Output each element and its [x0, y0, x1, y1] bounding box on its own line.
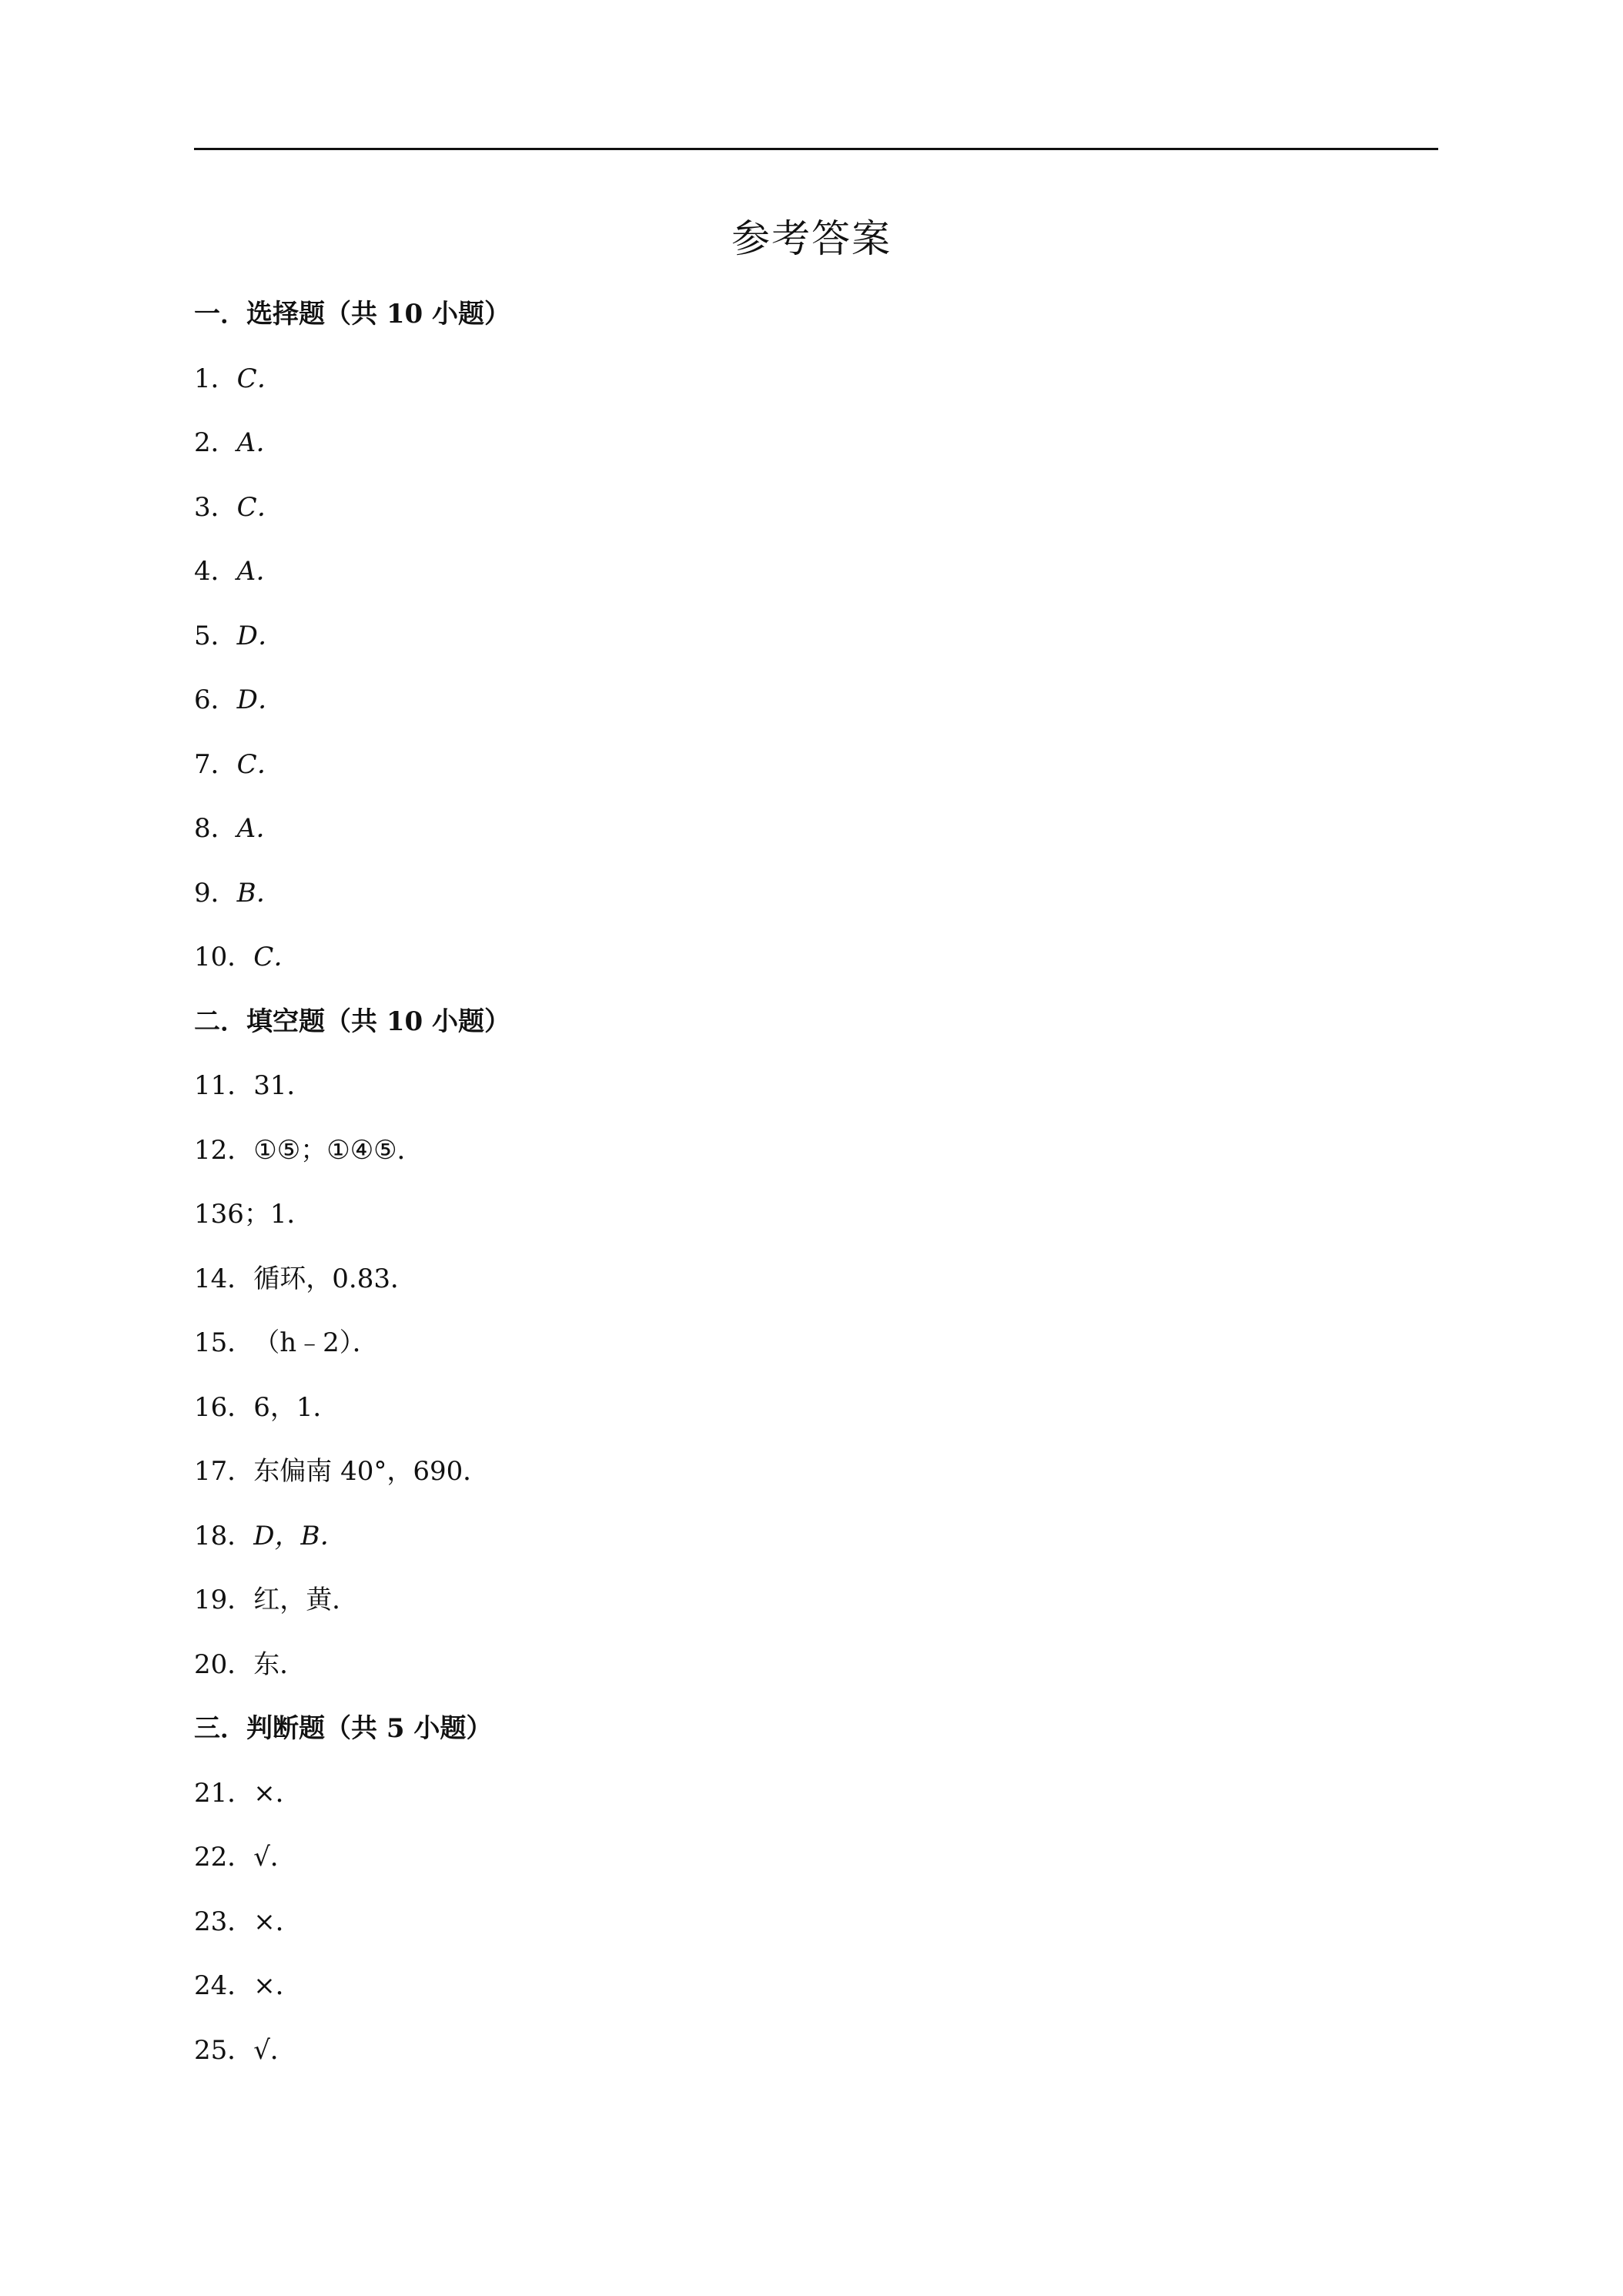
answer-text: 红，黄． — [253, 1585, 359, 1615]
answer-text: A． — [236, 427, 283, 458]
question-number: 15． — [194, 1327, 254, 1358]
answer-item — [194, 1263, 417, 1294]
answer-text: 136；1． — [194, 1199, 313, 1230]
answer-item — [194, 2035, 296, 2066]
answer-item — [194, 1521, 346, 1551]
answer-item — [194, 1392, 340, 1423]
answer-item — [194, 621, 284, 651]
question-number: 12． — [194, 1135, 254, 1166]
answer-text: ×． — [253, 1906, 302, 1937]
answer-text: ×． — [253, 1970, 302, 2001]
question-number: 7． — [194, 749, 237, 780]
answer-text: √． — [253, 2035, 296, 2066]
answer-item — [194, 813, 282, 844]
question-number: 16． — [194, 1392, 254, 1423]
answer-text: C． — [236, 749, 283, 780]
question-number: 11． — [194, 1070, 254, 1101]
answer-text: （h﹣2）． — [253, 1327, 379, 1358]
answer-item — [194, 684, 284, 715]
question-number: 24． — [194, 1970, 254, 2001]
answer-item — [194, 1842, 296, 1873]
answer-item — [194, 427, 282, 458]
answer-item — [194, 1327, 379, 1358]
question-number: 20． — [194, 1649, 254, 1680]
answer-item — [194, 1649, 306, 1680]
question-number: 4． — [194, 556, 237, 587]
question-number: 10． — [194, 942, 254, 972]
answer-item — [194, 942, 300, 972]
answer-item — [194, 1070, 313, 1101]
answer-text: D． — [236, 684, 284, 715]
answer-text: 31． — [253, 1070, 313, 1101]
question-number: 22． — [194, 1842, 254, 1873]
question-number: 14． — [194, 1263, 254, 1294]
question-number: 2． — [194, 427, 237, 458]
section-heading: 一．选择题（共 10 小题） — [194, 299, 510, 330]
answer-item — [194, 556, 282, 587]
answer-item — [194, 749, 283, 780]
question-number: 17． — [194, 1456, 254, 1487]
question-number: 18． — [194, 1521, 254, 1551]
answer-text: ①⑤；①④⑤． — [253, 1135, 423, 1166]
answer-text: B． — [236, 878, 283, 909]
answer-item — [194, 492, 283, 523]
question-number: 23． — [194, 1906, 254, 1937]
question-number: 19． — [194, 1585, 254, 1615]
answer-text: A． — [236, 813, 283, 844]
answer-item — [194, 878, 283, 909]
answer-text: 东偏南 40°，690． — [253, 1456, 490, 1487]
answer-item — [194, 1456, 489, 1487]
question-number: 8． — [194, 813, 237, 844]
question-number: 21． — [194, 1778, 254, 1809]
question-number: 6． — [194, 684, 237, 715]
question-number: 3． — [194, 492, 237, 523]
question-number: 25． — [194, 2035, 254, 2066]
answer-item — [194, 1970, 302, 2001]
answer-text: C． — [236, 363, 283, 394]
section-heading: 二．填空题（共 10 小题） — [194, 1006, 510, 1037]
answer-item — [194, 1778, 302, 1809]
answer-item — [194, 1135, 423, 1166]
section-heading: 三．判断题（共 5 小题） — [194, 1713, 493, 1744]
answer-item — [194, 363, 283, 394]
header-rule — [194, 148, 1438, 150]
page-title: 参考答案 — [731, 216, 892, 261]
answer-text: A． — [236, 556, 283, 587]
answer-item — [194, 1199, 313, 1230]
answer-item — [194, 1906, 302, 1937]
answer-text: ×． — [253, 1778, 302, 1809]
answer-text: 循环，0.83． — [253, 1263, 417, 1294]
answer-text: 6，1． — [253, 1392, 340, 1423]
answer-text: D． — [236, 621, 284, 651]
question-number: 5． — [194, 621, 237, 651]
answer-text: 东． — [253, 1649, 306, 1680]
question-number: 9． — [194, 878, 237, 909]
answer-text: C． — [236, 492, 283, 523]
answer-text: D，B． — [253, 1521, 346, 1551]
answer-item — [194, 1585, 358, 1615]
answer-text: C． — [253, 942, 300, 972]
answer-text: √． — [253, 1842, 296, 1873]
question-number: 1． — [194, 363, 237, 394]
